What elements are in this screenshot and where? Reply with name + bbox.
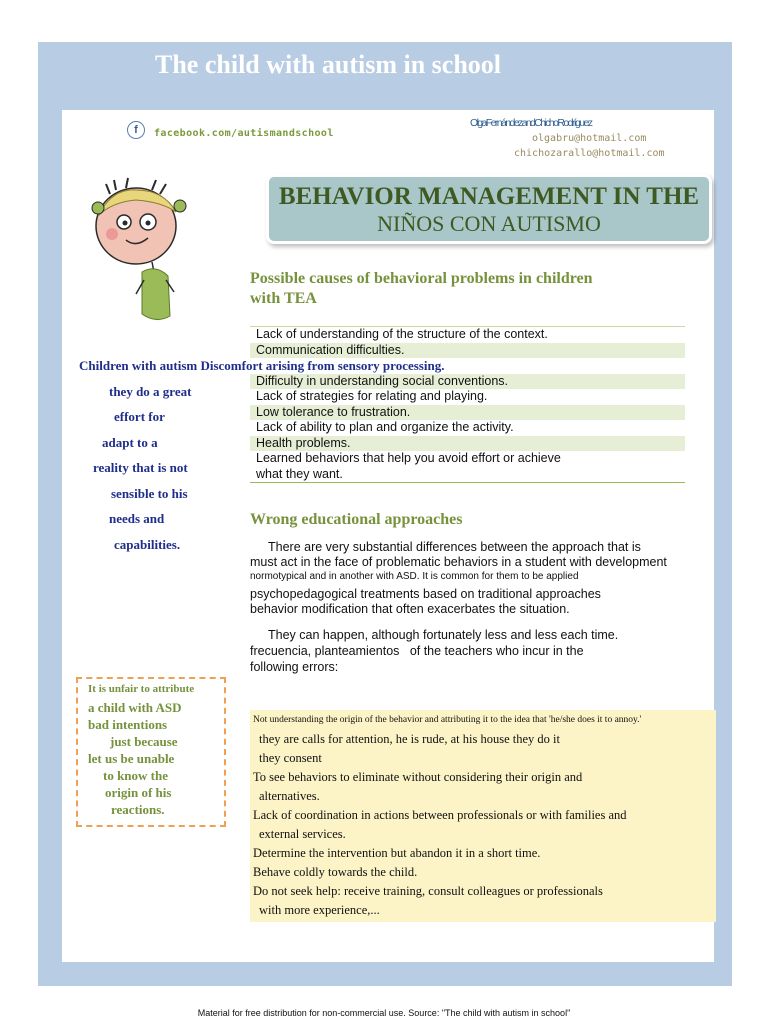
note-line: bad intentions (88, 717, 168, 732)
quote-line: capabilities. (114, 537, 181, 552)
paragraph-line: must act in the face of problematic behaviors in a student with development (250, 555, 667, 569)
list-item: Determine the intervention but abandon it in a short time. (253, 846, 541, 860)
email-olga[interactable]: olgabru@hotmail.com (532, 133, 647, 144)
note-line: to know the (103, 768, 169, 783)
list-item: Lack of ability to plan and organize the activity. (256, 420, 514, 434)
page-title: The child with autism in school (155, 50, 502, 79)
title-banner (266, 174, 712, 244)
list-item: Not understanding the origin of the behavior and attributing it to the idea that 'he/she does it to annoy.' (253, 715, 642, 725)
list-item: they are calls for attention, he is rude, at his house they do it (259, 732, 560, 746)
list-item: they consent (259, 751, 322, 765)
list-item: what they want. (256, 466, 343, 481)
list-item: external services. (259, 827, 346, 841)
paragraph-line: They can happen, although fortunately less and less each time. (268, 628, 619, 642)
quote-line: sensible to his (111, 486, 188, 501)
list-item: Learned behaviors that help you avoid effort or achieve (256, 451, 561, 465)
footer-note: Material for free distribution for non-commercial use. Source: "The child with autism in school" (197, 1008, 571, 1018)
facebook-icon[interactable]: f (127, 121, 145, 139)
facebook-link[interactable]: facebook.com/autismandschool (154, 128, 334, 139)
sensory-processing-line: Children with autism Discomfort arising from sensory processing. (79, 358, 445, 373)
note-line: origin of his (105, 785, 172, 800)
list-item: Health problems. (250, 436, 685, 452)
list-item: Difficulty in understanding social conventions. (250, 374, 685, 390)
author-names: OlgaFernándezandChichoRodríguez (470, 117, 592, 129)
quote-line: they do a great (109, 384, 192, 399)
list-item: To see behaviors to eliminate without considering their origin and (253, 770, 583, 784)
paragraph-line: psychopedagogical treatments based on traditional approaches (250, 587, 601, 601)
list-item: Communication difficulties. (250, 343, 685, 359)
list-item: Behave coldly towards the child. (253, 865, 418, 879)
causes-heading-line-2: with TEA (250, 290, 317, 307)
email-chicho[interactable]: chichozarallo@hotmail.com (514, 148, 665, 159)
causes-heading-line-1: Possible causes of behavioral problems in children (250, 270, 593, 287)
errors-list (250, 710, 716, 922)
quote-line: adapt to a (102, 435, 158, 450)
note-line: reactions. (111, 802, 165, 817)
quote-line: effort for (114, 409, 165, 424)
list-item: Low tolerance to frustration. (250, 405, 685, 421)
wrong-approaches-heading: Wrong educational approaches (250, 511, 463, 528)
paragraph-line: following errors: (250, 660, 339, 674)
quote-line: reality that is not (93, 460, 188, 475)
note-line: let us be unable (88, 751, 175, 766)
note-line: a child with ASD (88, 700, 182, 715)
causes-list (250, 326, 685, 483)
list-item: with more experience,... (259, 903, 380, 917)
list-item: Lack of coordination in actions between professionals or with families and (253, 808, 627, 822)
list-item: Lack of understanding of the structure of the context. (256, 327, 548, 341)
paragraph-line: normotypical and in another with ASD. It is common for them to be applied (250, 571, 579, 582)
list-item: Lack of strategies for relating and playing. (256, 389, 488, 403)
paragraph-line: frecuencia, planteamientos of the teachers who incur in the (250, 644, 584, 658)
paragraph-line: behavior modification that often exacerbates the situation. (250, 602, 570, 616)
banner-line-2: NIÑOS CON AUTISMO (377, 211, 601, 236)
list-item: alternatives. (259, 789, 320, 803)
child-drawing-image (82, 176, 190, 326)
quote-line: needs and (109, 511, 165, 526)
list-item: Do not seek help: receive training, consult colleagues or professionals (253, 884, 603, 898)
banner-line-1: BEHAVIOR MANAGEMENT IN THE (278, 183, 700, 210)
paragraph-line: There are very substantial differences between the approach that is (268, 540, 641, 554)
note-line: just because (110, 734, 178, 749)
note-line: It is unfair to attribute (88, 683, 195, 695)
